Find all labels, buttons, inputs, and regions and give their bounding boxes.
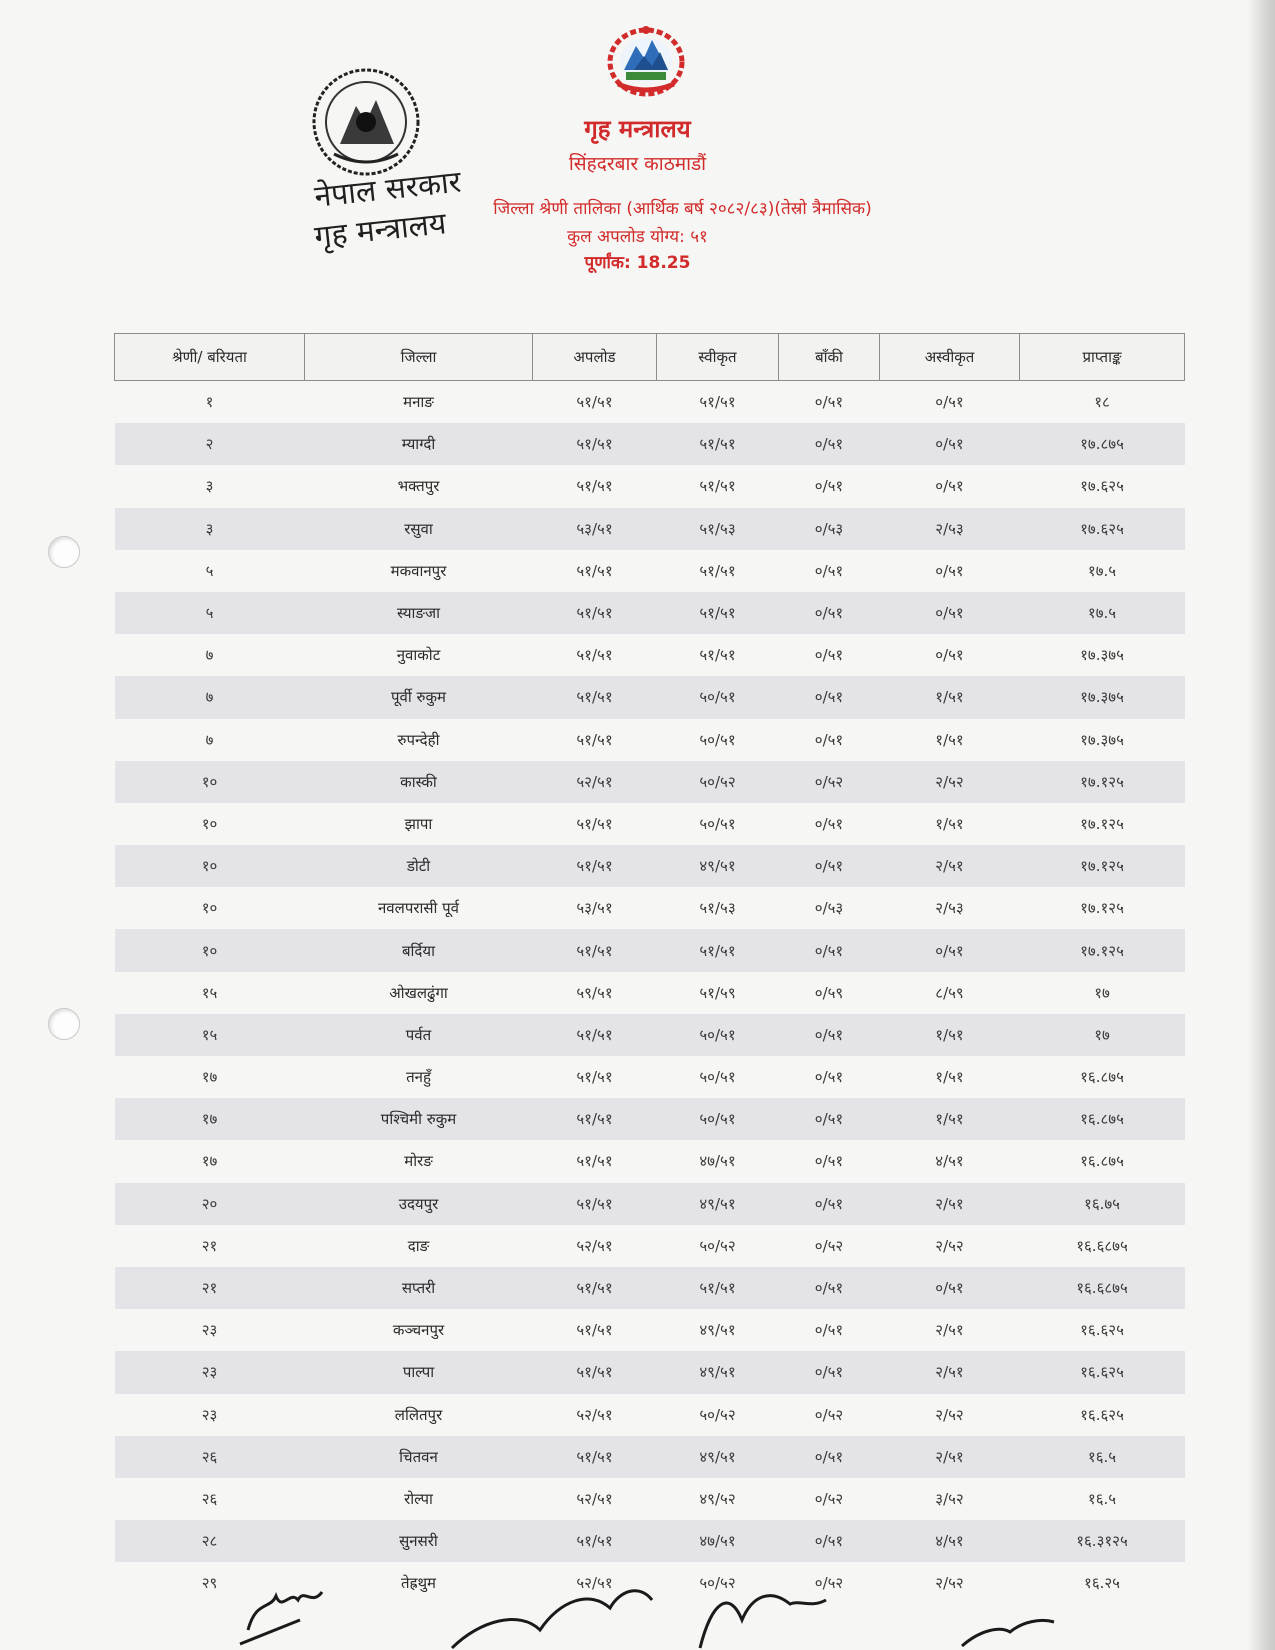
remaining-cell: ०/५९ [814, 983, 844, 1002]
table-row [115, 423, 1185, 465]
rank-cell: ३ [115, 508, 305, 550]
marks-cell: १६.६२५ [1080, 1405, 1124, 1424]
approved-cell: ५१/५३ [699, 899, 736, 918]
rejected-cell: २/५३ [935, 899, 964, 918]
district-cell: कञ्चनपुर [392, 1321, 445, 1340]
approved-cell: ५०/५२ [699, 1574, 736, 1593]
approved-cell: ५०/५२ [699, 1236, 736, 1255]
rank-cell: १५ [115, 1014, 305, 1056]
approved-cell: ५१/५३ [657, 508, 779, 550]
marks-cell: १७.१२५ [1080, 814, 1124, 833]
marks-cell: १६.२५ [1084, 1574, 1120, 1593]
upload-cell: ५२/५१ [576, 1574, 613, 1593]
rejected-cell: ०/५१ [935, 477, 964, 496]
rejected-cell: १/५१ [880, 1098, 1020, 1140]
rank-cell: ५ [115, 592, 305, 634]
district-cell: तेह्रथुम [400, 1574, 437, 1593]
district-cell: रसुवा [305, 508, 533, 550]
rejected-cell: ४/५१ [880, 1520, 1020, 1562]
table-row [115, 803, 1185, 845]
rank-cell: २३ [201, 1321, 218, 1340]
rank-cell: २९ [201, 1574, 218, 1593]
table-row [115, 1098, 1185, 1140]
marks-cell: १७.१२५ [1020, 845, 1185, 887]
remaining-cell: ०/५१ [814, 1321, 844, 1340]
table-row [115, 1436, 1185, 1478]
rank-cell: २ [115, 423, 305, 465]
upload-cell: ५१/५१ [576, 646, 613, 665]
table-row [115, 550, 1185, 592]
remaining-cell: ०/५१ [814, 646, 844, 665]
rejected-cell: १/५१ [935, 814, 964, 833]
district-cell: मोरङ [404, 1152, 433, 1171]
district-cell: भक्तपुर [397, 477, 440, 496]
rank-cell: १ [205, 393, 214, 412]
district-cell: स्याङजा [305, 592, 533, 634]
marks-cell: १६.५ [1087, 1489, 1117, 1508]
rank-cell: ७ [205, 730, 214, 749]
remaining-cell: ०/५१ [779, 676, 880, 718]
rank-cell: २३ [201, 1405, 218, 1424]
approved-cell: ५१/५१ [699, 561, 736, 580]
rejected-cell: २/५२ [935, 1236, 964, 1255]
remaining-cell: ०/५१ [779, 929, 880, 971]
upload-cell: ५१/५१ [533, 423, 657, 465]
rejected-cell: २/५३ [880, 508, 1020, 550]
approved-cell: ५१/५१ [699, 477, 736, 496]
district-cell: कास्की [305, 761, 533, 803]
rank-cell: १० [115, 845, 305, 887]
district-cell: बर्दिया [305, 929, 533, 971]
upload-cell: ५२/५१ [576, 1236, 613, 1255]
district-cell: रोल्पा [404, 1489, 433, 1508]
marks-cell: १८ [1094, 393, 1110, 412]
district-cell: पर्वत [305, 1014, 533, 1056]
rank-cell: २० [115, 1183, 305, 1225]
rank-cell: १७ [201, 1152, 218, 1171]
remaining-cell: ०/५१ [779, 1436, 880, 1478]
marks-cell: १६.३१२५ [1020, 1520, 1185, 1562]
rejected-cell: २/५१ [880, 845, 1020, 887]
rank-cell: २३ [115, 1351, 305, 1393]
upload-cell: ५२/५१ [576, 1489, 613, 1508]
upload-eligible-count: कुल अपलोड योग्य: ५१ [567, 227, 708, 247]
rank-cell: ५ [205, 561, 214, 580]
upload-cell: ५२/५१ [576, 1405, 613, 1424]
marks-cell: १६.५ [1020, 1436, 1185, 1478]
remaining-cell: ०/५१ [814, 477, 844, 496]
approved-cell: ५०/५२ [699, 1405, 736, 1424]
approved-cell: ४९/५१ [657, 1183, 779, 1225]
rank-cell: १५ [201, 983, 218, 1002]
full-marks: पूर्णांक: 18.25 [584, 253, 691, 273]
table-row [115, 1056, 1185, 1098]
marks-cell: १६.६२५ [1080, 1321, 1124, 1340]
marks-cell: १७.३७५ [1080, 730, 1124, 749]
rejected-cell: ३/५२ [935, 1489, 964, 1508]
district-cell: उदयपुर [305, 1183, 533, 1225]
upload-cell: ५९/५१ [576, 983, 613, 1002]
seal-text-line-2: गृह मन्त्रालय [312, 206, 448, 255]
column-header: अपलोड [533, 334, 657, 381]
rejected-cell: २/५२ [935, 1574, 964, 1593]
approved-cell: ५१/५१ [699, 393, 736, 412]
district-cell: मनाङ [403, 393, 434, 412]
district-cell: रुपन्देही [397, 730, 440, 749]
table-row [115, 465, 1185, 507]
remaining-cell: ०/५१ [814, 814, 844, 833]
district-cell: पश्चिमी रुकुम [305, 1098, 533, 1140]
table-row [115, 381, 1185, 424]
table-row [115, 1183, 1185, 1225]
remaining-cell: ०/५३ [814, 899, 844, 918]
upload-cell: ५१/५१ [533, 1183, 657, 1225]
rejected-cell: ०/५१ [935, 646, 964, 665]
approved-cell: ५०/५१ [657, 1014, 779, 1056]
upload-cell: ५१/५१ [576, 561, 613, 580]
upload-cell: ५१/५१ [576, 1152, 613, 1171]
district-cell: पाल्पा [305, 1351, 533, 1393]
remaining-cell: ०/५१ [814, 730, 844, 749]
upload-cell: ५१/५१ [533, 1520, 657, 1562]
upload-cell: ५१/५१ [533, 592, 657, 634]
approved-cell: ५०/५१ [699, 730, 736, 749]
remaining-cell: ०/५१ [779, 1351, 880, 1393]
district-cell: दाङ [407, 1236, 430, 1255]
remaining-cell: ०/५१ [814, 1152, 844, 1171]
district-cell: झापा [404, 814, 433, 833]
marks-cell: १७.६२५ [1080, 477, 1124, 496]
remaining-cell: ०/५२ [814, 1236, 844, 1255]
marks-cell: १६.८७५ [1020, 1098, 1185, 1140]
table-header-row [115, 334, 1185, 381]
column-header: श्रेणी/ बरियता [115, 334, 305, 381]
approved-cell: ४९/५१ [699, 1321, 736, 1340]
district-cell: सप्तरी [305, 1267, 533, 1309]
table-row [115, 1140, 1185, 1182]
rank-cell: १० [115, 929, 305, 971]
national-emblem-icon [604, 22, 688, 98]
remaining-cell: ०/५१ [779, 592, 880, 634]
rejected-cell: ०/५१ [935, 561, 964, 580]
marks-cell: १६.६८७५ [1076, 1236, 1128, 1255]
rejected-cell: २/५१ [880, 1183, 1020, 1225]
rank-cell: १७ [201, 1068, 218, 1087]
approved-cell: ५१/५१ [657, 592, 779, 634]
approved-cell: ५०/५१ [657, 1098, 779, 1140]
approved-cell: ५१/५१ [657, 929, 779, 971]
district-cell: सुनसरी [305, 1520, 533, 1562]
table-row [115, 508, 1185, 550]
marks-cell: १६.८७५ [1080, 1068, 1124, 1087]
table-row [115, 719, 1185, 761]
approved-cell: ४७/५१ [657, 1520, 779, 1562]
rank-cell: १७ [115, 1098, 305, 1140]
remaining-cell: ०/५२ [814, 1574, 844, 1593]
upload-cell: ५२/५१ [533, 761, 657, 803]
table-row [115, 1225, 1185, 1267]
column-header: अस्वीकृत [880, 334, 1020, 381]
marks-cell: १७.८७५ [1020, 423, 1185, 465]
upload-cell: ५१/५१ [533, 845, 657, 887]
page-edge [1247, 0, 1275, 1650]
rejected-cell: ४/५१ [935, 1152, 964, 1171]
remaining-cell: ०/५२ [814, 1489, 844, 1508]
upload-cell: ५१/५१ [576, 730, 613, 749]
marks-cell: १६.६८७५ [1020, 1267, 1185, 1309]
district-cell: नवलपरासी पूर्व [377, 899, 460, 918]
upload-cell: ५१/५१ [533, 1436, 657, 1478]
rejected-cell: २/५२ [880, 761, 1020, 803]
ministry-address: सिंहदरबार काठमाडौं [568, 153, 707, 175]
rank-cell: ७ [115, 676, 305, 718]
upload-cell: ५१/५१ [576, 477, 613, 496]
rank-cell: २१ [115, 1267, 305, 1309]
rank-cell: २८ [115, 1520, 305, 1562]
rejected-cell: ०/५१ [935, 393, 964, 412]
district-cell: चितवन [305, 1436, 533, 1478]
remaining-cell: ०/५१ [814, 561, 844, 580]
approved-cell: ५०/५२ [657, 761, 779, 803]
rejected-cell: ०/५१ [880, 929, 1020, 971]
upload-cell: ५१/५१ [533, 1014, 657, 1056]
remaining-cell: ०/५१ [779, 1267, 880, 1309]
rank-cell: १० [201, 899, 218, 918]
upload-cell: ५१/५१ [576, 1321, 613, 1340]
district-cell: ललितपुर [394, 1405, 443, 1424]
district-grade-table [114, 333, 1185, 1604]
approved-cell: ४९/५१ [657, 1351, 779, 1393]
remaining-cell: ०/५१ [779, 423, 880, 465]
rejected-cell: १/५१ [880, 1014, 1020, 1056]
punch-hole [48, 536, 80, 568]
district-cell: तनहुँ [406, 1068, 431, 1087]
rank-cell: २१ [201, 1236, 218, 1255]
table-row [115, 1478, 1185, 1520]
upload-cell: ५१/५१ [576, 393, 613, 412]
marks-cell: १७.३७५ [1020, 676, 1185, 718]
rank-cell: २६ [115, 1436, 305, 1478]
remaining-cell: ०/५१ [779, 845, 880, 887]
rejected-cell: ०/५१ [880, 423, 1020, 465]
upload-cell: ५१/५१ [576, 1068, 613, 1087]
marks-cell: १७.५ [1087, 561, 1117, 580]
upload-cell: ५१/५१ [533, 1098, 657, 1140]
rejected-cell: २/५२ [935, 1405, 964, 1424]
marks-cell: १७.१२५ [1020, 929, 1185, 971]
marks-cell: १७ [1094, 983, 1110, 1002]
column-header: जिल्ला [305, 334, 533, 381]
marks-cell: १६.७५ [1020, 1183, 1185, 1225]
marks-cell: १७.५ [1020, 592, 1185, 634]
rank-cell: ३ [205, 477, 214, 496]
approved-cell: ५१/५१ [699, 646, 736, 665]
rejected-cell: १/५१ [935, 730, 964, 749]
remaining-cell: ०/५२ [779, 761, 880, 803]
approved-cell: ५०/५१ [657, 676, 779, 718]
remaining-cell: ०/५१ [779, 1183, 880, 1225]
marks-cell: १६.८७५ [1080, 1152, 1124, 1171]
table-body [115, 381, 1185, 1605]
remaining-cell: ०/५१ [814, 1068, 844, 1087]
marks-cell: १७.३७५ [1080, 646, 1124, 665]
upload-cell: ५१/५१ [533, 1351, 657, 1393]
upload-cell: ५१/५१ [533, 676, 657, 718]
rank-cell: १० [201, 814, 218, 833]
district-cell: ओखलढुंगा [389, 983, 448, 1002]
remaining-cell: ०/५२ [814, 1405, 844, 1424]
table-row [115, 1394, 1185, 1436]
approved-cell: ४७/५१ [699, 1152, 736, 1171]
upload-cell: ५१/५१ [576, 814, 613, 833]
district-cell: नुवाकोट [396, 646, 441, 665]
ministry-title: गृह मन्त्रालय [584, 115, 691, 143]
table-row [115, 634, 1185, 676]
table-row [115, 929, 1185, 971]
upload-cell: ५१/५१ [533, 929, 657, 971]
approved-cell: ५०/५१ [699, 1068, 736, 1087]
marks-cell: १७.१२५ [1080, 899, 1124, 918]
rejected-cell: ८/५९ [935, 983, 964, 1002]
table-row [115, 1309, 1185, 1351]
remaining-cell: ०/५३ [779, 508, 880, 550]
rank-cell: १० [115, 761, 305, 803]
marks-cell: १७.६२५ [1020, 508, 1185, 550]
remaining-cell: ०/५१ [779, 1014, 880, 1056]
marks-cell: १७ [1020, 1014, 1185, 1056]
table-row [115, 845, 1185, 887]
marks-cell: १६.६२५ [1020, 1351, 1185, 1393]
rejected-cell: ०/५१ [880, 1267, 1020, 1309]
rejected-cell: १/५१ [880, 676, 1020, 718]
column-header: प्राप्ताङ्क [1020, 334, 1185, 381]
remaining-cell: ०/५१ [814, 393, 844, 412]
table-row [115, 887, 1185, 929]
district-cell: डोटी [305, 845, 533, 887]
rank-cell: ७ [205, 646, 214, 665]
rejected-cell: २/५१ [880, 1436, 1020, 1478]
district-cell: पूर्वी रुकुम [305, 676, 533, 718]
district-cell: मकवानपुर [390, 561, 447, 580]
rejected-cell: ०/५१ [880, 592, 1020, 634]
table-row [115, 972, 1185, 1014]
approved-cell: ५१/५१ [657, 1267, 779, 1309]
table-row [115, 676, 1185, 718]
upload-cell: ५१/५१ [533, 1267, 657, 1309]
rejected-cell: २/५१ [880, 1351, 1020, 1393]
table-row [115, 1351, 1185, 1393]
marks-cell: १७.१२५ [1020, 761, 1185, 803]
district-cell: म्याग्दी [305, 423, 533, 465]
approved-cell: ४९/५१ [657, 1436, 779, 1478]
approved-cell: ५०/५१ [699, 814, 736, 833]
seal-text-line-1: नेपाल सरकार [312, 164, 463, 215]
remaining-cell: ०/५१ [779, 1520, 880, 1562]
column-header: बाँकी [779, 334, 880, 381]
rejected-cell: १/५१ [935, 1068, 964, 1087]
punch-hole [48, 1008, 80, 1040]
column-header: स्वीकृत [657, 334, 779, 381]
approved-cell: ५१/५९ [699, 983, 736, 1002]
signatures [0, 1560, 1275, 1650]
table-title: जिल्ला श्रेणी तालिका (आर्थिक बर्ष २०८२/८३)(तेस्रो त्रैमासिक) [493, 199, 872, 219]
upload-cell: ५३/५१ [576, 899, 613, 918]
approved-cell: ५१/५१ [657, 423, 779, 465]
rank-cell: २६ [201, 1489, 218, 1508]
table-row [115, 592, 1185, 634]
table-row [115, 1520, 1185, 1562]
rejected-cell: २/५१ [935, 1321, 964, 1340]
table-row [115, 1014, 1185, 1056]
table-row [115, 761, 1185, 803]
upload-cell: ५३/५१ [533, 508, 657, 550]
approved-cell: ४९/५१ [657, 845, 779, 887]
table-row [115, 1267, 1185, 1309]
approved-cell: ४९/५२ [699, 1489, 736, 1508]
remaining-cell: ०/५१ [779, 1098, 880, 1140]
